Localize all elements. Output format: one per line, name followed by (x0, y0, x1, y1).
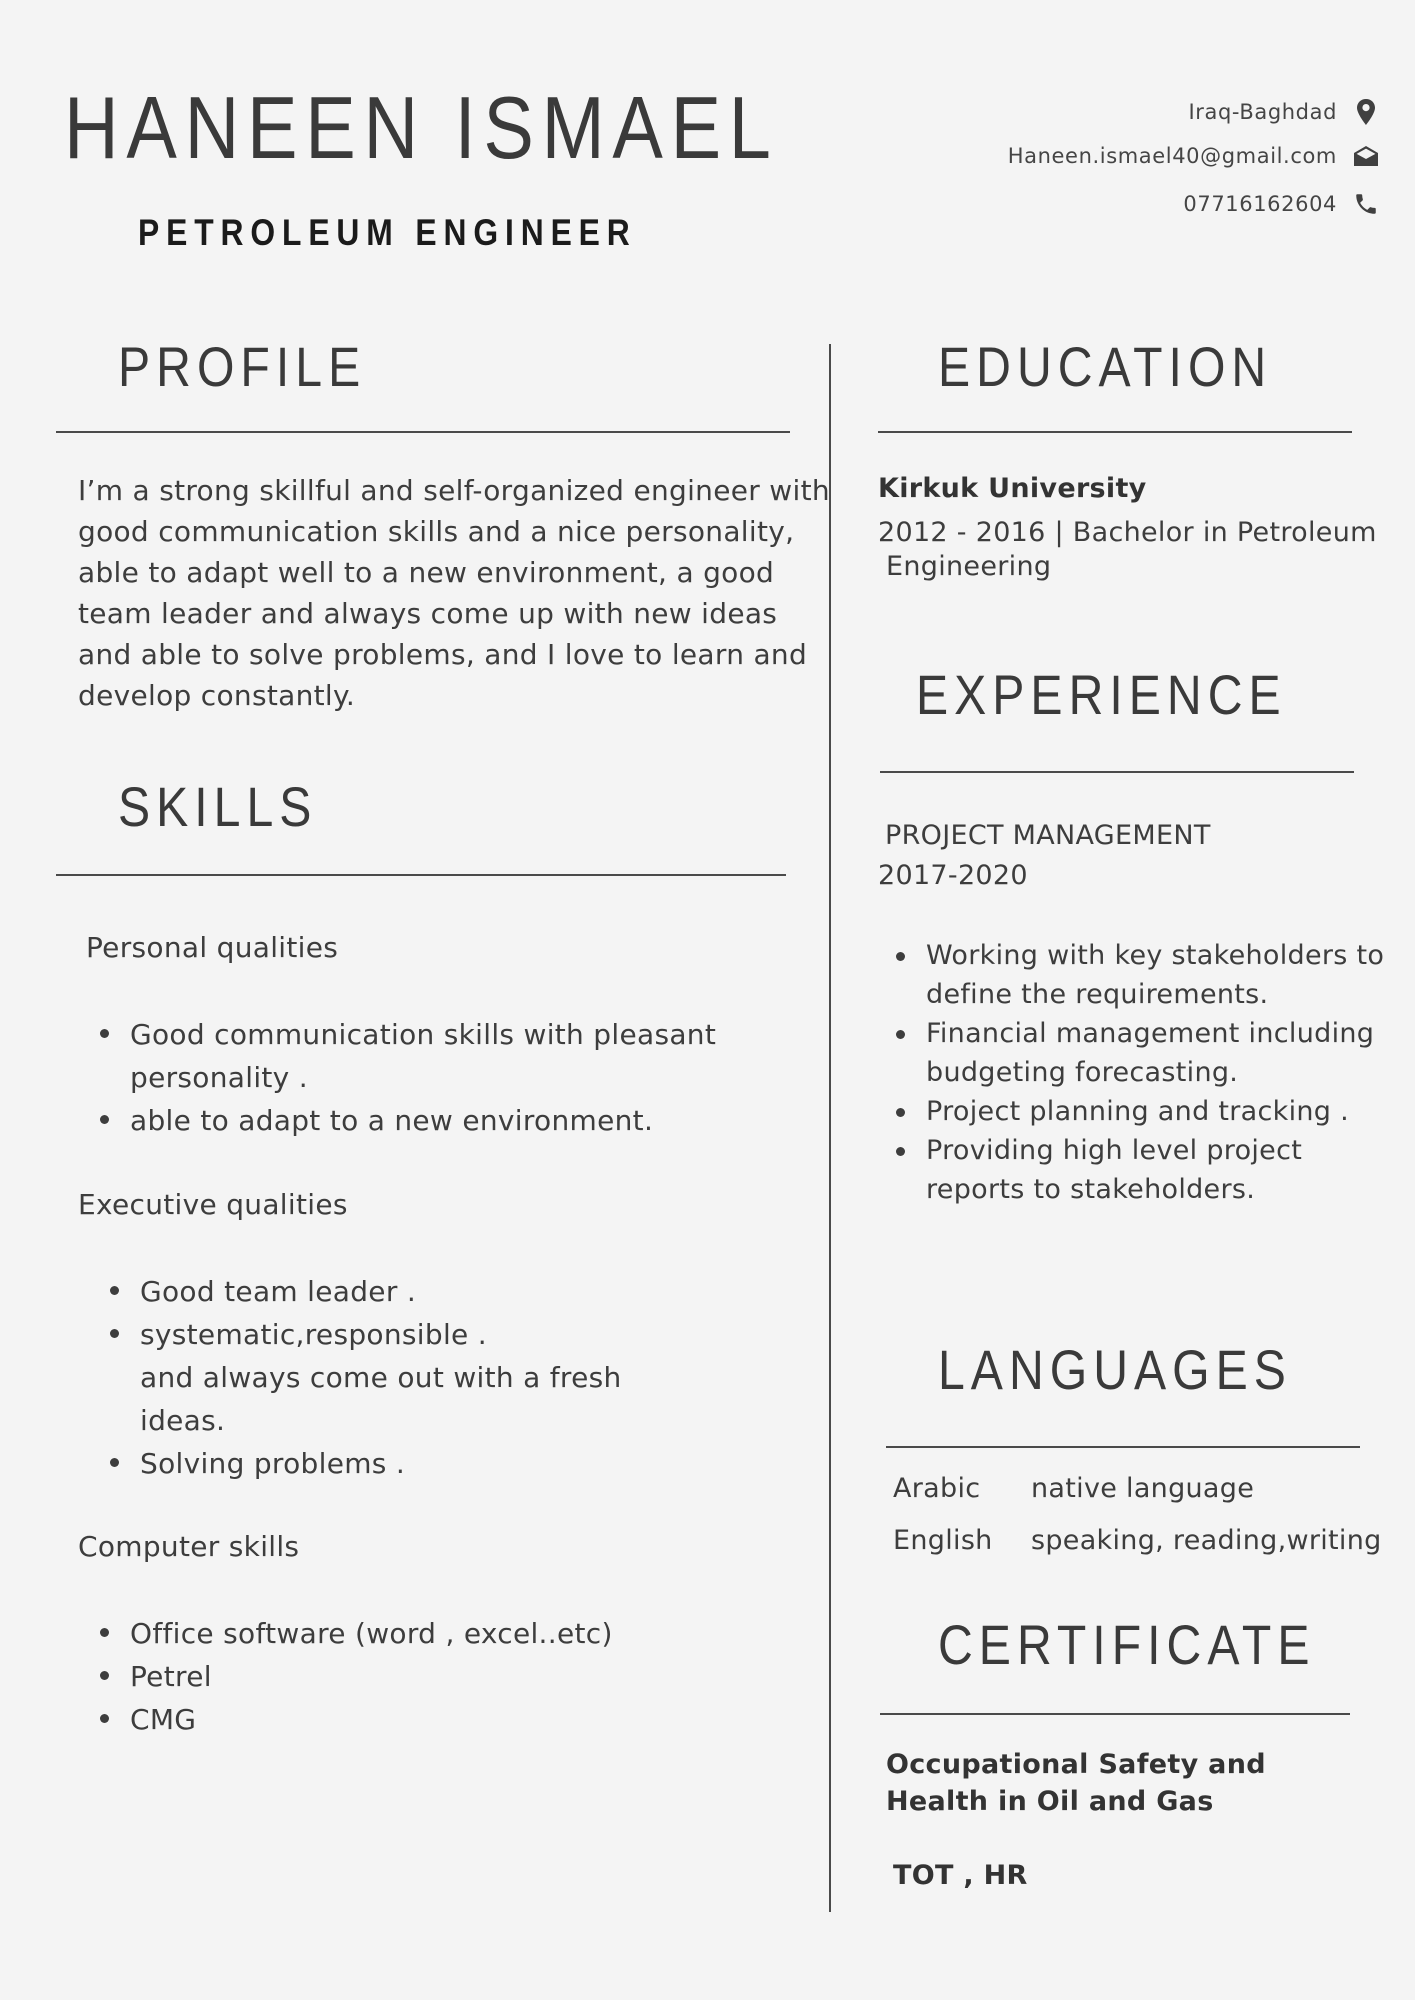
map-pin-icon (1353, 98, 1379, 126)
language-level: speaking, reading,writing (1031, 1525, 1382, 1556)
executive-qualities-list (140, 1270, 660, 1485)
education-rule (878, 431, 1352, 433)
list-item: Providing high level project reports to stakeholders. (926, 1131, 1406, 1209)
list-item: Office software (word , excel..etc) (130, 1612, 730, 1655)
language-level: native language (1031, 1473, 1255, 1504)
experience-heading: EXPERIENCE (916, 663, 1287, 726)
candidate-name: HANEEN ISMAEL (64, 78, 779, 177)
contact-email (1008, 142, 1379, 170)
executive-qualities-label: Executive qualities (78, 1188, 348, 1221)
list-item: Petrel (130, 1655, 730, 1698)
certificate-heading: CERTIFICATE (938, 1613, 1316, 1676)
list-item-continuation (140, 1356, 660, 1442)
contact-location (1189, 98, 1380, 126)
computer-skills-label: Computer skills (78, 1530, 300, 1563)
email-text[interactable]: Haneen.ismael40@gmail.com (1007, 144, 1337, 168)
language-name: Arabic (893, 1473, 981, 1504)
language-row (893, 1522, 1382, 1560)
list-item: Financial management including budgeting forecasting. (926, 1014, 1406, 1092)
list-item: able to adapt to a new environment. (130, 1099, 730, 1142)
languages-heading: LANGUAGES (938, 1338, 1292, 1401)
certificate-1: Occupational Safety and Health in Oil and Gas (886, 1749, 1266, 1817)
personal-qualities-list (130, 1013, 730, 1142)
education-line-1: 2012 - 2016 | Bachelor in Petroleum (878, 517, 1377, 548)
skills-heading: SKILLS (118, 775, 318, 838)
certificate-2: TOT , HR (893, 1860, 1028, 1891)
computer-skills-list (130, 1612, 730, 1741)
education-line-2: Engineering (886, 551, 1052, 582)
profile-rule (56, 431, 790, 433)
experience-list (926, 936, 1406, 1209)
experience-years: 2017-2020 (878, 860, 1028, 891)
list-item: Working with key stakeholders to define the requirements. (926, 936, 1406, 1014)
continuation-text: and always come out with a fresh ideas. (140, 1361, 622, 1437)
contact-phone (1183, 190, 1379, 218)
phone-icon (1353, 190, 1379, 218)
job-title: PETROLEUM ENGINEER (138, 212, 637, 253)
education-heading: EDUCATION (938, 335, 1273, 398)
education-degree (878, 516, 1398, 584)
experience-role: PROJECT MANAGEMENT (885, 820, 1211, 851)
phone-text[interactable]: 07716162604 (1183, 192, 1337, 216)
list-item: Project planning and tracking . (926, 1092, 1406, 1131)
envelope-icon (1353, 142, 1379, 170)
experience-rule (880, 771, 1354, 773)
language-name: English (893, 1525, 993, 1556)
list-item: CMG (130, 1698, 730, 1741)
certificate-rule (880, 1713, 1350, 1715)
list-item: systematic,responsible . (140, 1313, 660, 1356)
location-text: Iraq-Baghdad (1188, 100, 1337, 124)
profile-heading: PROFILE (118, 335, 367, 398)
list-item: Solving problems . (140, 1442, 660, 1485)
profile-text: I’m a strong skillful and self-organized engineer with good communication skills and a nice personality, able to adapt well to a new environment, a good team leader and always come up with new ideas and able to solve problems, and I love to learn and develop constantly. (78, 474, 830, 712)
languages-rule (886, 1446, 1360, 1448)
skills-rule (56, 874, 786, 876)
list-item: Good team leader . (140, 1270, 660, 1313)
education-school: Kirkuk University (878, 473, 1147, 504)
personal-qualities-label: Personal qualities (86, 931, 339, 964)
language-row (893, 1470, 1254, 1508)
list-item: Good communication skills with pleasant personality . (130, 1013, 730, 1099)
